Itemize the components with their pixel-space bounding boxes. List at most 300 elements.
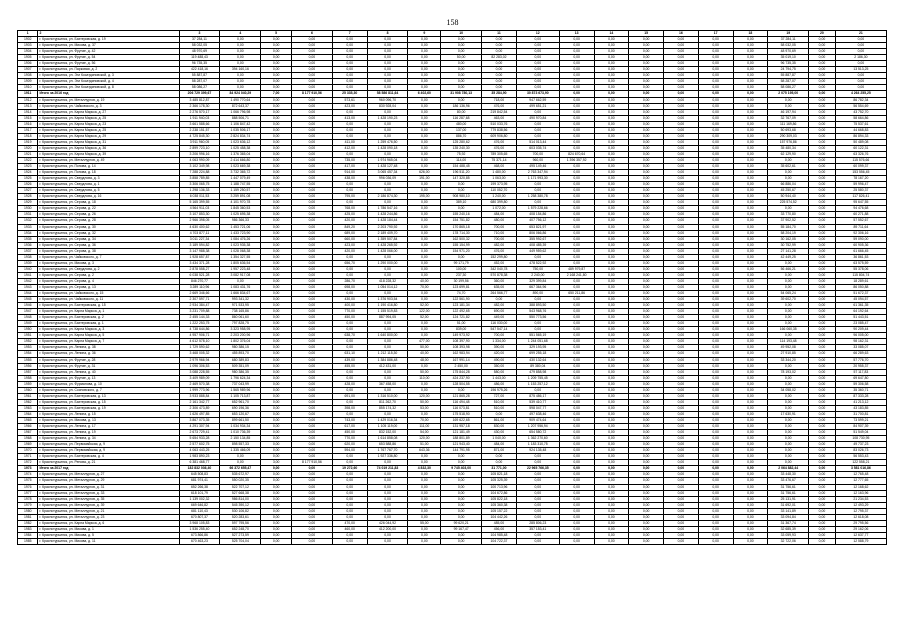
value-cell: 4 [220, 31, 261, 37]
value-cell: 0,00 [664, 526, 699, 532]
value-cell: 1 796 624,34 [220, 375, 261, 381]
value-cell: 0,00 [291, 309, 332, 315]
row-number-cell: 1941 [18, 272, 38, 278]
value-cell: 7 288 224,88 [179, 170, 220, 176]
value-cell: 56 554,69 [835, 103, 886, 109]
value-cell: 0,00 [367, 496, 408, 502]
address-cell: г. Краснотурьинск, ул. Первомайская, д. 9 [38, 448, 179, 454]
value-cell: 0,00 [733, 260, 768, 266]
value-cell: 57 776,70 [835, 357, 886, 363]
address-cell: г. Краснотурьинск, ул. Свердлова, д. 5 [38, 188, 179, 194]
value-cell: 155 154,99 [441, 242, 482, 248]
value-cell: 35 480,34 [768, 145, 809, 151]
value-cell: 121 181,49 [441, 430, 482, 436]
value-cell: 0,00 [441, 43, 482, 49]
value-cell: 0,00 [629, 109, 664, 115]
value-cell: 497 638,46 [516, 411, 559, 417]
value-cell: 0,00 [733, 236, 768, 242]
value-cell: 0,00 [809, 297, 836, 303]
value-cell: 0,00 [629, 170, 664, 176]
row-number-cell: 1939 [18, 260, 38, 266]
value-cell: 0,00 [698, 55, 733, 61]
row-number-cell: 1906 [18, 61, 38, 67]
value-cell: 0,00 [664, 478, 699, 484]
value-cell: 0,00 [733, 442, 768, 448]
value-cell: 0,00 [698, 351, 733, 357]
value-cell: 0,00 [408, 248, 441, 254]
value-cell: 37 284,11 [768, 37, 809, 43]
value-cell: 0,00 [559, 284, 594, 290]
value-cell: 0,00 [664, 49, 699, 55]
value-cell: 0,00 [629, 363, 664, 369]
value-cell: 609 906,80 [482, 133, 517, 139]
value-cell: 795,00 [332, 194, 367, 200]
value-cell: 2 238 151,57 [179, 127, 220, 133]
value-cell: 0,00 [261, 291, 292, 297]
address-cell: г. Краснотурьинск, ул. Фрунзе, д. 31 [38, 363, 179, 369]
value-cell: 0,00 [698, 67, 733, 73]
value-cell: 135 240,30 [441, 145, 482, 151]
value-cell: 0,00 [809, 157, 836, 163]
value-cell: 476,00 [482, 145, 517, 151]
value-cell: 789 305,65 [482, 151, 517, 157]
value-cell: 0,00 [809, 61, 836, 67]
value-cell: 0,00 [698, 369, 733, 375]
row-number-cell: 1928 [18, 194, 38, 200]
value-cell: 0,00 [291, 49, 332, 55]
address-cell: г. Краснотурьинск, ул. Металлургов, д. 33 [38, 490, 179, 496]
value-cell: 0,00 [629, 151, 664, 157]
value-cell: 830,00 [482, 424, 517, 430]
value-cell: 0,00 [733, 309, 768, 315]
value-cell: 1 063,00 [482, 176, 517, 182]
value-cell: 0,00 [733, 508, 768, 514]
value-cell: 48 970,69 [768, 49, 809, 55]
value-cell: 3 933 888,84 [179, 393, 220, 399]
value-cell: 0,00 [664, 91, 699, 97]
value-cell: 0,00 [733, 206, 768, 212]
value-cell: 0,00 [809, 333, 836, 339]
address-cell: г. Краснотурьинск, ул. Ленина, д. 38 [38, 345, 179, 351]
value-cell: 0,00 [809, 170, 836, 176]
value-cell: 0,00 [408, 97, 441, 103]
value-cell: 52,00 [408, 303, 441, 309]
value-cell: 12 588,79 [835, 538, 886, 544]
address-cell: г. Краснотурьинск, ул. Металлургов, д. 29 [38, 478, 179, 484]
value-cell: 0,00 [809, 194, 836, 200]
value-cell: 0,00 [629, 339, 664, 345]
value-cell: 0,00 [733, 345, 768, 351]
value-cell: 0,00 [559, 532, 594, 538]
value-cell: 0,00 [332, 345, 367, 351]
row-number-cell: 1912 [18, 97, 38, 103]
value-cell: 0,00 [809, 514, 836, 520]
value-cell: 45 250,67 [768, 188, 809, 194]
value-cell: 0,00 [594, 109, 629, 115]
value-cell: 0,00 [559, 418, 594, 424]
value-cell: 1 433 723,90 [220, 230, 261, 236]
value-cell: 0,00 [441, 182, 482, 188]
value-cell: 25 131,91 [768, 496, 809, 502]
value-cell: 0,00 [408, 260, 441, 266]
value-cell: 0,00 [698, 248, 733, 254]
value-cell: 0,00 [594, 115, 629, 121]
value-cell: 456,00 [482, 526, 517, 532]
value-cell: 0,00 [698, 405, 733, 411]
value-cell: 12 765,48 [835, 472, 886, 478]
value-cell: 58 664,86 [835, 115, 886, 121]
value-cell: 0,00 [594, 127, 629, 133]
value-cell: 490,00 [482, 357, 517, 363]
value-cell: 1 396 357,92 [559, 157, 594, 163]
value-cell: 0,00 [291, 194, 332, 200]
value-cell: 0,00 [408, 526, 441, 532]
value-cell: 0,00 [441, 254, 482, 260]
value-cell: 914,00 [332, 170, 367, 176]
value-cell: 0,00 [733, 496, 768, 502]
address-cell: г. Краснотурьинск, ул. Бахтеровская, д. 1 [38, 321, 179, 327]
value-cell: 0,00 [261, 393, 292, 399]
value-cell: 0,00 [594, 478, 629, 484]
table-row [18, 538, 887, 544]
value-cell: 12 618,08 [835, 514, 886, 520]
value-cell: 24 794,75 [768, 67, 809, 73]
value-cell: 484,00 [482, 442, 517, 448]
value-cell: 1 212 115,30 [367, 351, 408, 357]
value-cell: 0,00 [594, 411, 629, 417]
value-cell: 0,00 [261, 170, 292, 176]
value-cell: 0,00 [809, 151, 836, 157]
value-cell: 0,00 [629, 121, 664, 127]
value-cell: 0,00 [629, 411, 664, 417]
value-cell: 0,00 [408, 200, 441, 206]
value-cell: 0,00 [261, 121, 292, 127]
value-cell: 423,00 [332, 103, 367, 109]
value-cell: 3 323 958,95 [220, 327, 261, 333]
value-cell: 670 807,37 [179, 514, 220, 520]
value-cell: 56 553,43 [835, 454, 886, 460]
value-cell: 0,00 [332, 484, 367, 490]
row-number-cell: 1915 [18, 115, 38, 121]
value-cell: 355 992,67 [516, 236, 559, 242]
value-cell: 0,00 [367, 127, 408, 133]
value-cell: 2 189 409,70 [367, 230, 408, 236]
value-cell: 0,00 [261, 278, 292, 284]
value-cell: 0,00 [559, 248, 594, 254]
address-cell: г. Краснотурьинск, ул. Эги Косатдиновской, д. 4 [38, 79, 179, 85]
value-cell: 4 063 443,25 [179, 448, 220, 454]
value-cell: 57 552,67 [835, 218, 886, 224]
value-cell: 1 428 090,18 [367, 145, 408, 151]
value-cell: 1 429 016,34 [367, 418, 408, 424]
row-number-cell: 1932 [18, 218, 38, 224]
value-cell: 12 777,65 [835, 478, 886, 484]
value-cell: 0,00 [629, 37, 664, 43]
value-cell: 0,00 [698, 145, 733, 151]
value-cell: 0,00 [291, 254, 332, 260]
value-cell: 0,00 [809, 472, 836, 478]
value-cell: 1 786 547,16 [367, 206, 408, 212]
value-cell: 4 291 307,94 [179, 424, 220, 430]
value-cell: 899 661,50 [220, 418, 261, 424]
value-cell: 875 486,17 [516, 393, 559, 399]
value-cell: 0,00 [408, 291, 441, 297]
value-cell: 63 575,59 [835, 260, 886, 266]
value-cell: 0,00 [698, 194, 733, 200]
value-cell: 0,00 [594, 496, 629, 502]
value-cell: 0,00 [291, 115, 332, 121]
value-cell: 908 980,10 [441, 194, 482, 200]
value-cell: 0,00 [698, 315, 733, 321]
value-cell: 0,00 [733, 67, 768, 73]
value-cell: 182 832 036,40 [179, 466, 220, 472]
value-cell: 35 019,10 [768, 55, 809, 61]
value-cell: 0,00 [629, 514, 664, 520]
value-cell: 0,00 [559, 212, 594, 218]
value-cell: 0,00 [261, 472, 292, 478]
value-cell: 890,00 [516, 291, 559, 297]
value-cell: 0,00 [291, 248, 332, 254]
value-cell: 0,00 [516, 188, 559, 194]
value-cell: 0,00 [594, 297, 629, 303]
value-cell: 123 181,34 [441, 303, 482, 309]
value-cell: 0,00 [664, 266, 699, 272]
value-cell: 0,00 [559, 520, 594, 526]
value-cell: 89 380,04 [516, 363, 559, 369]
value-cell: 155 240,16 [441, 212, 482, 218]
value-cell: 463,00 [482, 115, 517, 121]
value-cell: 482,00 [482, 303, 517, 309]
value-cell: 0,00 [664, 200, 699, 206]
value-cell: 1 105 119,00 [367, 424, 408, 430]
row-number-cell: 1967 [18, 430, 38, 436]
value-cell: 31 756,61 [768, 490, 809, 496]
value-cell: 0,00 [733, 115, 768, 121]
value-cell: 0,00 [629, 472, 664, 478]
address-cell: г. Краснотурьинск, ул. Ленина, д. 15 [38, 411, 179, 417]
value-cell: 74,70 [441, 291, 482, 297]
value-cell: 0,00 [698, 345, 733, 351]
value-cell: 547 547,14 [482, 327, 517, 333]
row-number-cell: 1924 [18, 170, 38, 176]
value-cell: 0,00 [332, 502, 367, 508]
value-cell: 0,00 [594, 363, 629, 369]
value-cell: 476,00 [482, 103, 517, 109]
value-cell: 50 693,68 [768, 127, 809, 133]
value-cell: 0,00 [733, 49, 768, 55]
row-number-cell: 1920 [18, 145, 38, 151]
value-cell: 0,00 [261, 200, 292, 206]
value-cell: 0,00 [629, 272, 664, 278]
value-cell: 115 804,74 [835, 272, 886, 278]
value-cell: 0,00 [261, 260, 292, 266]
value-cell: 690,00 [482, 309, 517, 315]
value-cell: 70,00 [408, 418, 441, 424]
value-cell: 0,00 [261, 538, 292, 544]
value-cell: 0,00 [516, 502, 559, 508]
address-cell: г. Краснотурьинск, ул. Ленина, д. 34 [38, 436, 179, 442]
value-cell: 0,00 [698, 182, 733, 188]
value-cell: 0,00 [291, 133, 332, 139]
value-cell: 400,00 [332, 303, 367, 309]
value-cell: 42 449,25 [768, 254, 809, 260]
value-cell: 0,00 [698, 460, 733, 466]
value-cell: 0,00 [733, 297, 768, 303]
value-cell: 993 341,32 [220, 297, 261, 303]
value-cell: 477,00 [408, 339, 441, 345]
value-cell: 0,00 [261, 266, 292, 272]
row-number-cell: 1903 [18, 43, 38, 49]
value-cell: 0,00 [768, 399, 809, 405]
value-cell: 99 167,47 [441, 526, 482, 532]
value-cell: 0,00 [261, 218, 292, 224]
row-number-cell: 1930 [18, 206, 38, 212]
value-cell: 570 878,38 [482, 272, 517, 278]
value-cell: 0,00 [809, 230, 836, 236]
value-cell: 0,00 [835, 73, 886, 79]
address-cell: г. Краснотурьинск, ул. Микова, д. 1 [38, 526, 179, 532]
value-cell: 18 [733, 31, 768, 37]
value-cell: 0,00 [809, 115, 836, 121]
value-cell: 0,00 [261, 369, 292, 375]
value-cell: 87 333,28 [835, 393, 886, 399]
value-cell: 0,00 [629, 351, 664, 357]
value-cell: 824 670,64 [559, 151, 594, 157]
value-cell: 0,00 [516, 472, 559, 478]
value-cell: 2 240,00 [516, 272, 559, 278]
value-cell: 0,00 [220, 55, 261, 61]
value-cell: 0,00 [261, 514, 292, 520]
row-number-cell: 1947 [18, 309, 38, 315]
value-cell: 0,00 [261, 387, 292, 393]
value-cell: 188 801,89 [441, 436, 482, 442]
value-cell: 0,00 [664, 411, 699, 417]
value-cell: 0,00 [809, 387, 836, 393]
value-cell: 413,00 [332, 115, 367, 121]
value-cell: 0,00 [629, 399, 664, 405]
value-cell: 1 767 767,70 [367, 448, 408, 454]
value-cell: 0,00 [261, 315, 292, 321]
value-cell: 70,00 [408, 284, 441, 290]
value-cell: 195,00 [408, 194, 441, 200]
value-cell: 0,00 [698, 309, 733, 315]
value-cell: 12 163,96 [835, 490, 886, 496]
value-cell: 0,00 [733, 121, 768, 127]
value-cell: 535 672,97 [220, 472, 261, 478]
value-cell: 0,00 [629, 97, 664, 103]
value-cell: 0,00 [629, 218, 664, 224]
value-cell: 0,00 [559, 260, 594, 266]
value-cell: 1 034 934,34 [220, 424, 261, 430]
value-cell: 1 927 336,80 [367, 454, 408, 460]
value-cell: 0,00 [516, 484, 559, 490]
value-cell: 0,00 [261, 133, 292, 139]
value-cell: 1 565 989,96 [220, 387, 261, 393]
value-cell: 0,00 [733, 520, 768, 526]
value-cell: 49 737,23 [835, 442, 886, 448]
value-cell: 83 026,73 [835, 448, 886, 454]
value-cell: 0,00 [332, 399, 367, 405]
value-cell: 0,00 [698, 454, 733, 460]
row-number-cell: 1968 [18, 436, 38, 442]
value-cell: 149 973,92 [441, 333, 482, 339]
value-cell: 770,00 [332, 309, 367, 315]
address-cell: г. Краснотурьинск, ул. Чайковского, д. 7 [38, 254, 179, 260]
value-cell: 0,00 [809, 363, 836, 369]
value-cell: 0,00 [261, 333, 292, 339]
value-cell: 1 035 506,17 [220, 127, 261, 133]
value-cell: 0,00 [733, 357, 768, 363]
value-cell: 0,00 [629, 133, 664, 139]
row-number-cell: 1935 [18, 236, 38, 242]
value-cell: 0,00 [559, 49, 594, 55]
value-cell: 390,00 [482, 345, 517, 351]
value-cell: 0,00 [367, 369, 408, 375]
address-cell: г. Краснотурьинск, ул. Карла Маркса, д. 31 [38, 139, 179, 145]
value-cell: 40,00 [408, 278, 441, 284]
value-cell: 0,00 [516, 200, 559, 206]
value-cell: 0,00 [698, 436, 733, 442]
value-cell: 0,00 [629, 67, 664, 73]
value-cell: 0,00 [768, 333, 809, 339]
value-cell: 2 450,00 [441, 363, 482, 369]
value-cell: 0,00 [367, 375, 408, 381]
address-cell: г. Краснотурьинск, ул. Серова, д. 26 [38, 212, 179, 218]
value-cell: 329 193,95 [516, 345, 559, 351]
value-cell: 0,00 [261, 484, 292, 490]
value-cell: 0,00 [261, 43, 292, 49]
value-cell: 30 162,05 [768, 236, 809, 242]
value-cell: 6 381 468,77 [179, 460, 220, 466]
row-number-cell: 1931 [18, 212, 38, 218]
value-cell: 48,00 [408, 357, 441, 363]
value-cell: 3 911 960,05 [179, 139, 220, 145]
value-cell: 1 666 834,67 [220, 291, 261, 297]
value-cell: 0,00 [559, 85, 594, 91]
value-cell: 0,00 [809, 278, 836, 284]
value-cell: 653 588,86 [367, 442, 408, 448]
value-cell: 0,00 [408, 502, 441, 508]
value-cell: 0,00 [291, 73, 332, 79]
value-cell: 0,00 [809, 430, 836, 436]
value-cell: 121 943,40 [441, 442, 482, 448]
value-cell: 0,00 [408, 127, 441, 133]
value-cell: 0,00 [809, 393, 836, 399]
value-cell: 0,00 [629, 436, 664, 442]
value-cell: 0,00 [367, 266, 408, 272]
value-cell: 4 101 970,78 [220, 200, 261, 206]
value-cell: 2 934 384,47 [179, 303, 220, 309]
value-cell: 543 968,76 [516, 309, 559, 315]
value-cell: 2 414 666,80 [220, 157, 261, 163]
value-cell: 0,00 [698, 97, 733, 103]
value-cell: 0,00 [664, 351, 699, 357]
value-cell: 0,00 [594, 339, 629, 345]
value-cell: 0,00 [367, 121, 408, 127]
value-cell: 510,00 [482, 399, 517, 405]
row-number-cell: 1921 [18, 151, 38, 157]
value-cell: 428,00 [332, 381, 367, 387]
value-cell: 54 065,24 [768, 291, 809, 297]
value-cell: 0,00 [664, 514, 699, 520]
value-cell: 0,00 [594, 405, 629, 411]
value-cell: 0,00 [220, 460, 261, 466]
value-cell: 0,00 [516, 79, 559, 85]
value-cell: 4 564 911,03 [179, 206, 220, 212]
value-cell: 0,00 [594, 309, 629, 315]
value-cell: 0,00 [408, 363, 441, 369]
value-cell: 0,00 [559, 224, 594, 230]
